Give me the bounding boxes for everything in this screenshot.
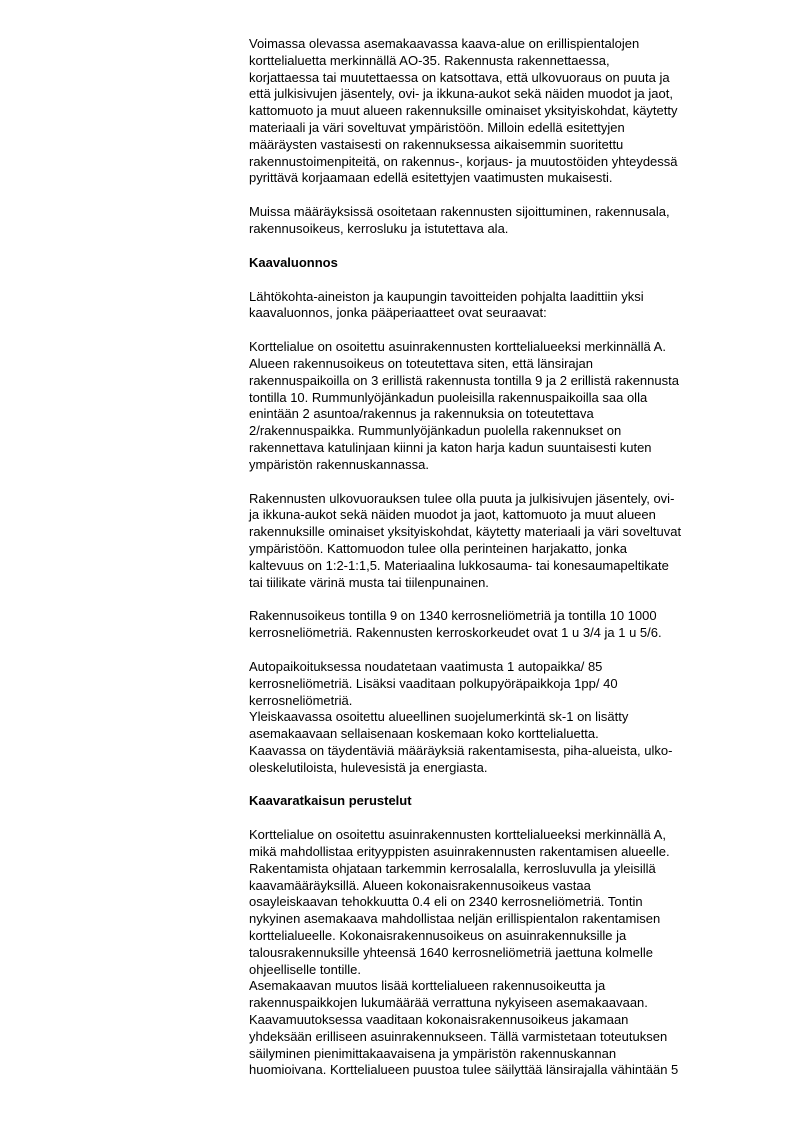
text-line: kaavaluonnos, jonka pääperiaatteet ovat seuraavat: <box>249 305 547 321</box>
text-line: kerrosneliömetriä. Lisäksi vaaditaan polkupyöräpaikkoja 1pp/ 40 <box>249 675 618 691</box>
text-line: mikä mahdollistaa erityyppisten asuinrakennusten rakentamisen alueelle. <box>249 844 670 860</box>
text-line: Voimassa olevassa asemakaavassa kaava-alue on erillispientalojen <box>249 36 640 51</box>
text-line: Lähtökohta-aineiston ja kaupungin tavoitteiden pohjalta laadittiin yksi <box>249 288 644 304</box>
heading-kaavaratkaisun-perustelut: Kaavaratkaisun perustelut <box>249 793 412 809</box>
text-line: korjattaessa tai muutettaessa on katsottava, että ulkovuoraus on puuta ja <box>249 69 670 85</box>
text-line: Korttelialue on osoitettu asuinrakennusten korttelialueeksi merkinnällä A, <box>249 827 666 843</box>
text-line: rakennustoimenpiteitä, on rakennus-, korjaus- ja muutostöiden yhteydessä <box>249 153 678 169</box>
text-line: Yleiskaavassa osoitettu alueellinen suojelumerkintä sk-1 on lisätty <box>249 709 629 725</box>
paragraph-p2 <box>249 204 749 238</box>
text-line: enintään 2 asuntoa/rakennus ja rakennuksia on toteutettava <box>249 406 594 422</box>
paragraph-p1 <box>249 36 749 187</box>
text-line: rakennuksille ominaiset yksityiskohdat, käytetty materiaali ja väri soveltuvat <box>249 524 682 540</box>
section-kaavaluonnos <box>249 289 749 777</box>
text-line: yhdeksään erilliseen asuinrakennukseen. Tällä varmistetaan toteutuksen <box>249 1028 668 1044</box>
paragraph-s1p3 <box>249 491 749 592</box>
text-line: ja ikkuna-aukot sekä näiden muodot ja jaot, kattomuoto ja muut alueen <box>249 507 656 523</box>
paragraph-s1p5 <box>249 659 749 777</box>
text-line: rakennuspaikkojen lukumäärää verrattuna nykyiseen asemakaavaan. <box>249 995 648 1011</box>
text-line: Rakentamista ohjataan tarkemmin kerrosalalla, kerrosluvulla ja yleisillä <box>249 860 656 876</box>
text-line: Alueen rakennusoikeus on toteutettava siten, että länsirajan <box>249 355 594 371</box>
paragraph-s1p1 <box>249 289 749 323</box>
text-line: tontilla 10. Rummunlyöjänkadun puoleisilla rakennuspaikoilla saa olla <box>249 389 648 405</box>
text-line: Rakennusten ulkovuorauksen tulee olla puuta ja julkisivujen jäsentely, ovi- <box>249 490 675 506</box>
paragraph-s1p2 <box>249 339 749 473</box>
text-line: ympäristön rakennuskannassa. <box>249 456 429 472</box>
text-line: kaltevuus on 1:2-1:1,5. Materiaalina lukkosauma- tai konesaumapeltikate <box>249 557 669 573</box>
text-line: kaavamääräyksillä. Alueen kokonaisrakennusoikeus vastaa <box>249 877 591 893</box>
text-line: Rakennusoikeus tontilla 9 on 1340 kerrosneliömetriä ja tontilla 10 1000 <box>249 608 657 624</box>
text-line: Muissa määräyksissä osoitetaan rakennusten sijoittuminen, rakennusala, <box>249 204 670 220</box>
text-line: pyrittävä korjaamaan edellä esitettyjen vaatimusten mukaisesti. <box>249 170 613 186</box>
text-line: nykyinen asemakaava mahdollistaa neljän erillispientalon rakentamisen <box>249 911 661 927</box>
text-line: korttelialuetta merkinnällä AO-35. Rakennusta rakennettaessa, <box>249 52 610 68</box>
section-perustelut <box>249 827 749 1079</box>
text-line: osayleiskaavan tehokkuutta 0.4 eli on 2340 kerrosneliömetriä. Tontin <box>249 894 643 910</box>
text-line: määräysten vastaisesti on rakennuksessa aikaisemmin suoritettu <box>249 136 624 152</box>
text-line: Kaavamuutoksessa vaaditaan kokonaisrakennusoikeus jakamaan <box>249 1012 629 1028</box>
text-line: Kaavassa on täydentäviä määräyksiä rakentamisesta, piha-alueista, ulko- <box>249 742 673 758</box>
document-page <box>249 36 749 1096</box>
intro-section <box>249 36 749 238</box>
text-line: huomioivana. Korttelialueen puustoa tulee säilyttää länsirajalla vähintään 5 <box>249 1062 679 1078</box>
text-line: kerrosneliömetriä. <box>249 692 353 708</box>
text-line: ympäristöön. Kattomuodon tulee olla perinteinen harjakatto, jonka <box>249 540 627 556</box>
text-line: oleskelutiloista, hulevesistä ja energiasta. <box>249 759 488 775</box>
text-line: rakennettava katulinjaan kiinni ja katon harja kadun suuntaisesti kuten <box>249 439 652 455</box>
text-line: korttelialueelle. Kokonaisrakennusoikeus on asuinrakennuksille ja <box>249 928 627 944</box>
text-line: 2/rakennuspaikka. Rummunlyöjänkadun puolella rakennukset on <box>249 423 622 439</box>
text-line: säilyminen pienimittakaavaisena ja ympäristön rakennuskannan <box>249 1045 617 1061</box>
text-line: että julkisivujen jäsentely, ovi- ja ikkuna-aukot sekä näiden muodot ja jaot, <box>249 86 673 102</box>
text-line: asemakaavaan sellaisenaan koskemaan koko korttelialuetta. <box>249 726 599 742</box>
heading-kaavaluonnos: Kaavaluonnos <box>249 254 338 270</box>
text-line: kerrosneliömetriä. Rakennusten kerroskorkeudet ovat 1 u 3/4 ja 1 u 5/6. <box>249 625 662 641</box>
text-line: Autopaikoituksessa noudatetaan vaatimusta 1 autopaikka/ 85 <box>249 658 603 674</box>
text-line: rakennusoikeus, kerrosluku ja istutettava ala. <box>249 220 509 236</box>
paragraph-s1p4 <box>249 608 749 642</box>
text-line: ohjeelliselle tontille. <box>249 961 362 977</box>
text-line: kattomuoto ja muut alueen rakennuksille ominaiset yksityiskohdat, käytetty <box>249 103 678 119</box>
text-line: Korttelialue on osoitettu asuinrakennusten korttelialueeksi merkinnällä A. <box>249 339 666 355</box>
text-line: Asemakaavan muutos lisää korttelialueen rakennusoikeutta ja <box>249 978 606 994</box>
text-line: materiaali ja väri soveltuvat ympäristöön. Milloin edellä esitettyjen <box>249 119 625 135</box>
text-line: talousrakennuksille yhteensä 1640 kerrosneliömetriä jaettuna kolmelle <box>249 944 653 960</box>
text-line: tai tiilikate värinä musta tai tiilenpunainen. <box>249 574 489 590</box>
text-line: rakennuspaikoilla on 3 erillistä rakennusta tontilla 9 ja 2 erillistä rakennusta <box>249 372 679 388</box>
paragraph-s2p1 <box>249 827 749 1079</box>
